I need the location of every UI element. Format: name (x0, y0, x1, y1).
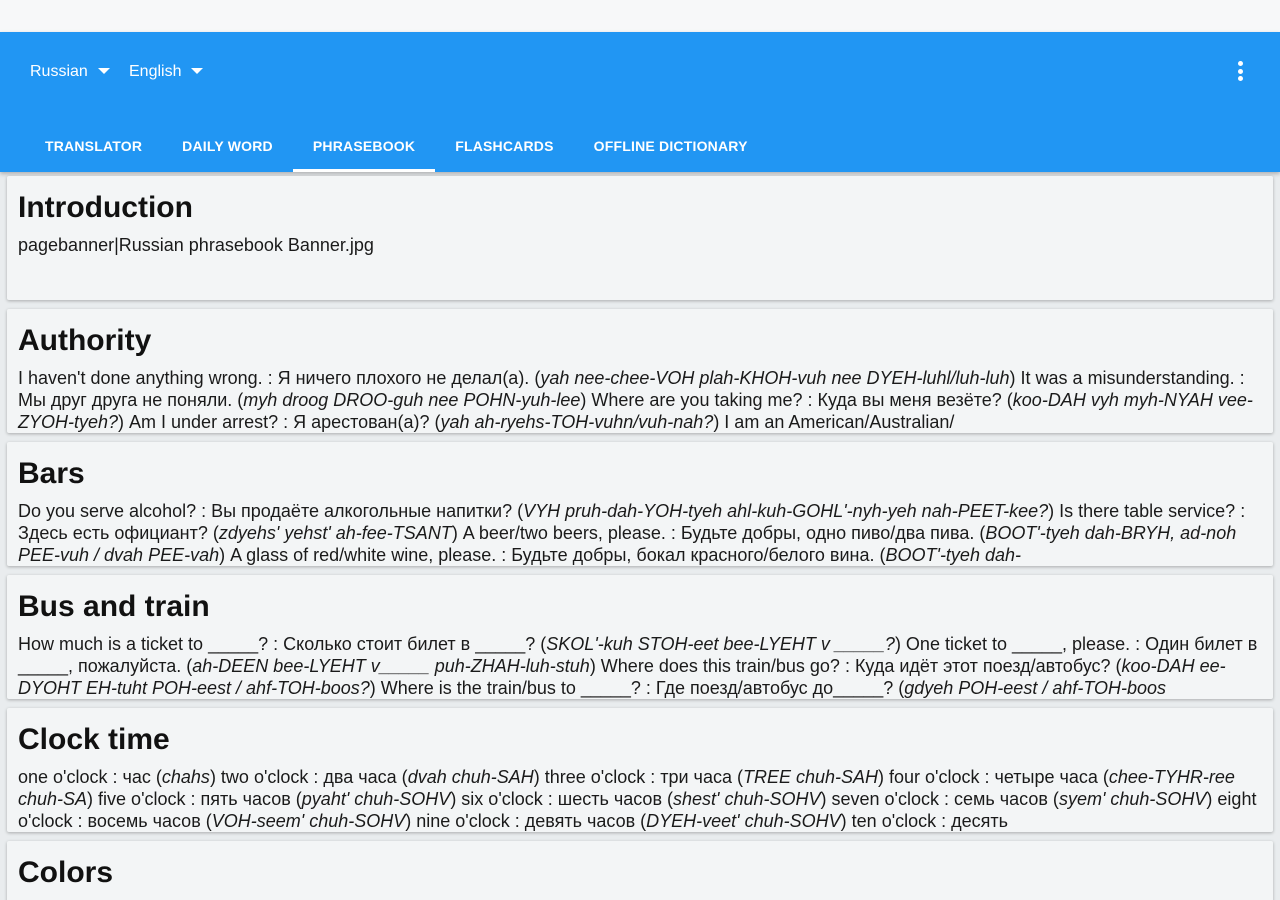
pronunciation-text: yah ah-ryehs-TOH-vuhn/vuh-nah? (440, 412, 714, 432)
section-text (18, 633, 1262, 699)
tab-phrasebook[interactable] (293, 120, 435, 172)
pronunciation-text: chahs (161, 767, 210, 787)
section-card-bars[interactable] (7, 442, 1273, 566)
pronunciation-text: shest' chuh-SOHV (673, 789, 821, 809)
pronunciation-text: ah-DEEN bee-LYEHT v_____ puh-ZHAH-luh-stuh (192, 656, 590, 676)
pronunciation-text: koo-DAH vyh myh-NYAH vee-ZYOH-tyeh? (18, 390, 1253, 432)
phrase-text: ) One ticket to _____, please. : Один билет в _____, пожалуйста. ( (18, 634, 1258, 676)
section-title: Bus and train (18, 590, 210, 623)
pronunciation-text: VOH-seem' chuh-SOHV (211, 811, 406, 831)
menu-dot (1238, 61, 1243, 66)
tab-offline-dictionary[interactable] (574, 120, 768, 172)
phrase-text: ) ten o'clock : десять (840, 811, 1009, 831)
menu-dot (1238, 76, 1243, 81)
pronunciation-text: VYH pruh-dah-YOH-tyeh ahl-kuh-GOHL'-nyh-yeh nah-PEET-kee? (523, 501, 1049, 521)
phrase-text: ) five o'clock : пять часов ( (87, 789, 302, 809)
pronunciation-text: syem' chuh-SOHV (1058, 789, 1207, 809)
section-card-clock-time[interactable] (7, 708, 1273, 832)
tab-bar (25, 120, 768, 172)
tab-label: PHRASEBOOK (312, 138, 416, 154)
dropdown-arrow-icon (191, 68, 203, 74)
pronunciation-text: BOOT'-tyeh dah-BRYH, ad-noh PEE-vuh / dvah PEE-vah (18, 523, 1237, 565)
tab-label: FLASHCARDS (455, 138, 554, 154)
phrase-text: ) Am I under arrest? : Я арестован(а)? ( (118, 412, 441, 432)
phrase-text: ) It was a misunderstanding. : Мы друг друга не поняли. ( (18, 368, 1245, 410)
phrase-text: I haven't done anything wrong. : Я ничего плохого не делал(а). ( (18, 368, 541, 388)
phrase-text: one o'clock : час ( (18, 767, 162, 787)
tab-daily-word[interactable] (162, 120, 293, 172)
section-title: Introduction (18, 191, 193, 224)
pronunciation-text: TREE chuh-SAH (742, 767, 879, 787)
target-language-dropdown[interactable] (129, 62, 203, 82)
section-card-authority[interactable] (7, 309, 1273, 433)
section-card-introduction[interactable] (7, 176, 1273, 300)
section-title: Clock time (18, 723, 170, 756)
section-text (18, 367, 1262, 433)
phrase-text: ) six o'clock : шесть часов ( (450, 789, 674, 809)
section-title: Authority (18, 324, 152, 357)
phrase-text: ) three o'clock : три часа ( (533, 767, 743, 787)
target-language-label: English (129, 63, 182, 80)
pronunciation-text: dvah chuh-SAH (407, 767, 534, 787)
phrase-text: ) four o'clock : четыре часа ( (878, 767, 1109, 787)
tab-translator[interactable] (25, 120, 162, 172)
pronunciation-text: DYEH-veet' chuh-SOHV (646, 811, 841, 831)
phrase-text: ) eight o'clock : восемь часов ( (18, 789, 1257, 831)
pronunciation-text: yah nee-chee-VOH plah-KHOH-vuh nee DYEH-luhl/luh-luh (540, 368, 1010, 388)
phrase-text: ) A glass of red/white wine, please. : Будьте добры, бокал красного/белого вина. ( (219, 545, 886, 565)
tab-label: TRANSLATOR (45, 138, 143, 154)
phrase-text: ) A beer/two beers, please. : Будьте добры, одно пиво/два пива. ( (451, 523, 986, 543)
section-card-bus-and-train[interactable] (7, 575, 1273, 699)
section-text (18, 234, 1262, 256)
phrase-text: ) Where is the train/bus to _____? : Где поезд/автобус до_____? ( (369, 678, 905, 698)
dropdown-arrow-icon (98, 68, 110, 74)
tab-label: OFFLINE DICTIONARY (593, 138, 748, 154)
phrase-text: ) seven o'clock : семь часов ( (820, 789, 1059, 809)
source-language-dropdown[interactable] (30, 62, 110, 82)
section-text (18, 766, 1262, 832)
phrase-text: ) two o'clock : два часа ( (209, 767, 408, 787)
pronunciation-text: chee-TYHR-ree chuh-SA (18, 767, 1235, 809)
phrase-text: Do you serve alcohol? : Вы продаёте алкогольные напитки? ( (18, 501, 524, 521)
phrase-text: ) Where does this train/bus go? : Куда идёт этот поезд/автобус? ( (589, 656, 1122, 676)
phrase-text: ) Is there table service? : Здесь есть официант? ( (18, 501, 1246, 543)
pronunciation-text: pyaht' chuh-SOHV (301, 789, 451, 809)
menu-dot (1238, 69, 1243, 74)
app-bar (0, 32, 1280, 172)
pronunciation-text: BOOT'-tyeh dah- (885, 545, 1021, 565)
source-language-label: Russian (30, 63, 88, 80)
pronunciation-text: koo-DAH ee-DYOHT EH-tuht POH-eest / ahf-TOH-boos? (18, 656, 1226, 698)
section-title: Colors (18, 856, 114, 889)
pronunciation-text: gdyeh POH-eest / ahf-TOH-boos (904, 678, 1167, 698)
tab-label: DAILY WORD (182, 138, 273, 154)
tab-flashcards[interactable] (435, 120, 573, 172)
section-text (18, 500, 1262, 566)
section-card-colors[interactable] (7, 841, 1273, 900)
phrasebook-list[interactable] (0, 172, 1280, 900)
more-vert-icon[interactable] (1230, 58, 1250, 84)
pronunciation-text: myh droog DROO-guh nee POHN-yuh-lee (243, 390, 581, 410)
section-title: Bars (18, 457, 85, 490)
phrase-text: ) I am an American/Australian/ (713, 412, 955, 432)
status-bar (0, 0, 1280, 32)
phrase-text: How much is a ticket to _____? : Сколько стоит билет в _____? ( (18, 634, 547, 654)
phrase-text: ) nine o'clock : девять часов ( (405, 811, 647, 831)
pronunciation-text: SKOL'-kuh STOH-eet bee-LYEHT v _____? (546, 634, 895, 654)
pronunciation-text: zdyehs' yehst' ah-fee-TSANT (218, 523, 452, 543)
phrase-text: pagebanner|Russian phrasebook Banner.jpg (18, 235, 374, 255)
phrase-text: ) Where are you taking me? : Куда вы меня везёте? ( (580, 390, 1013, 410)
